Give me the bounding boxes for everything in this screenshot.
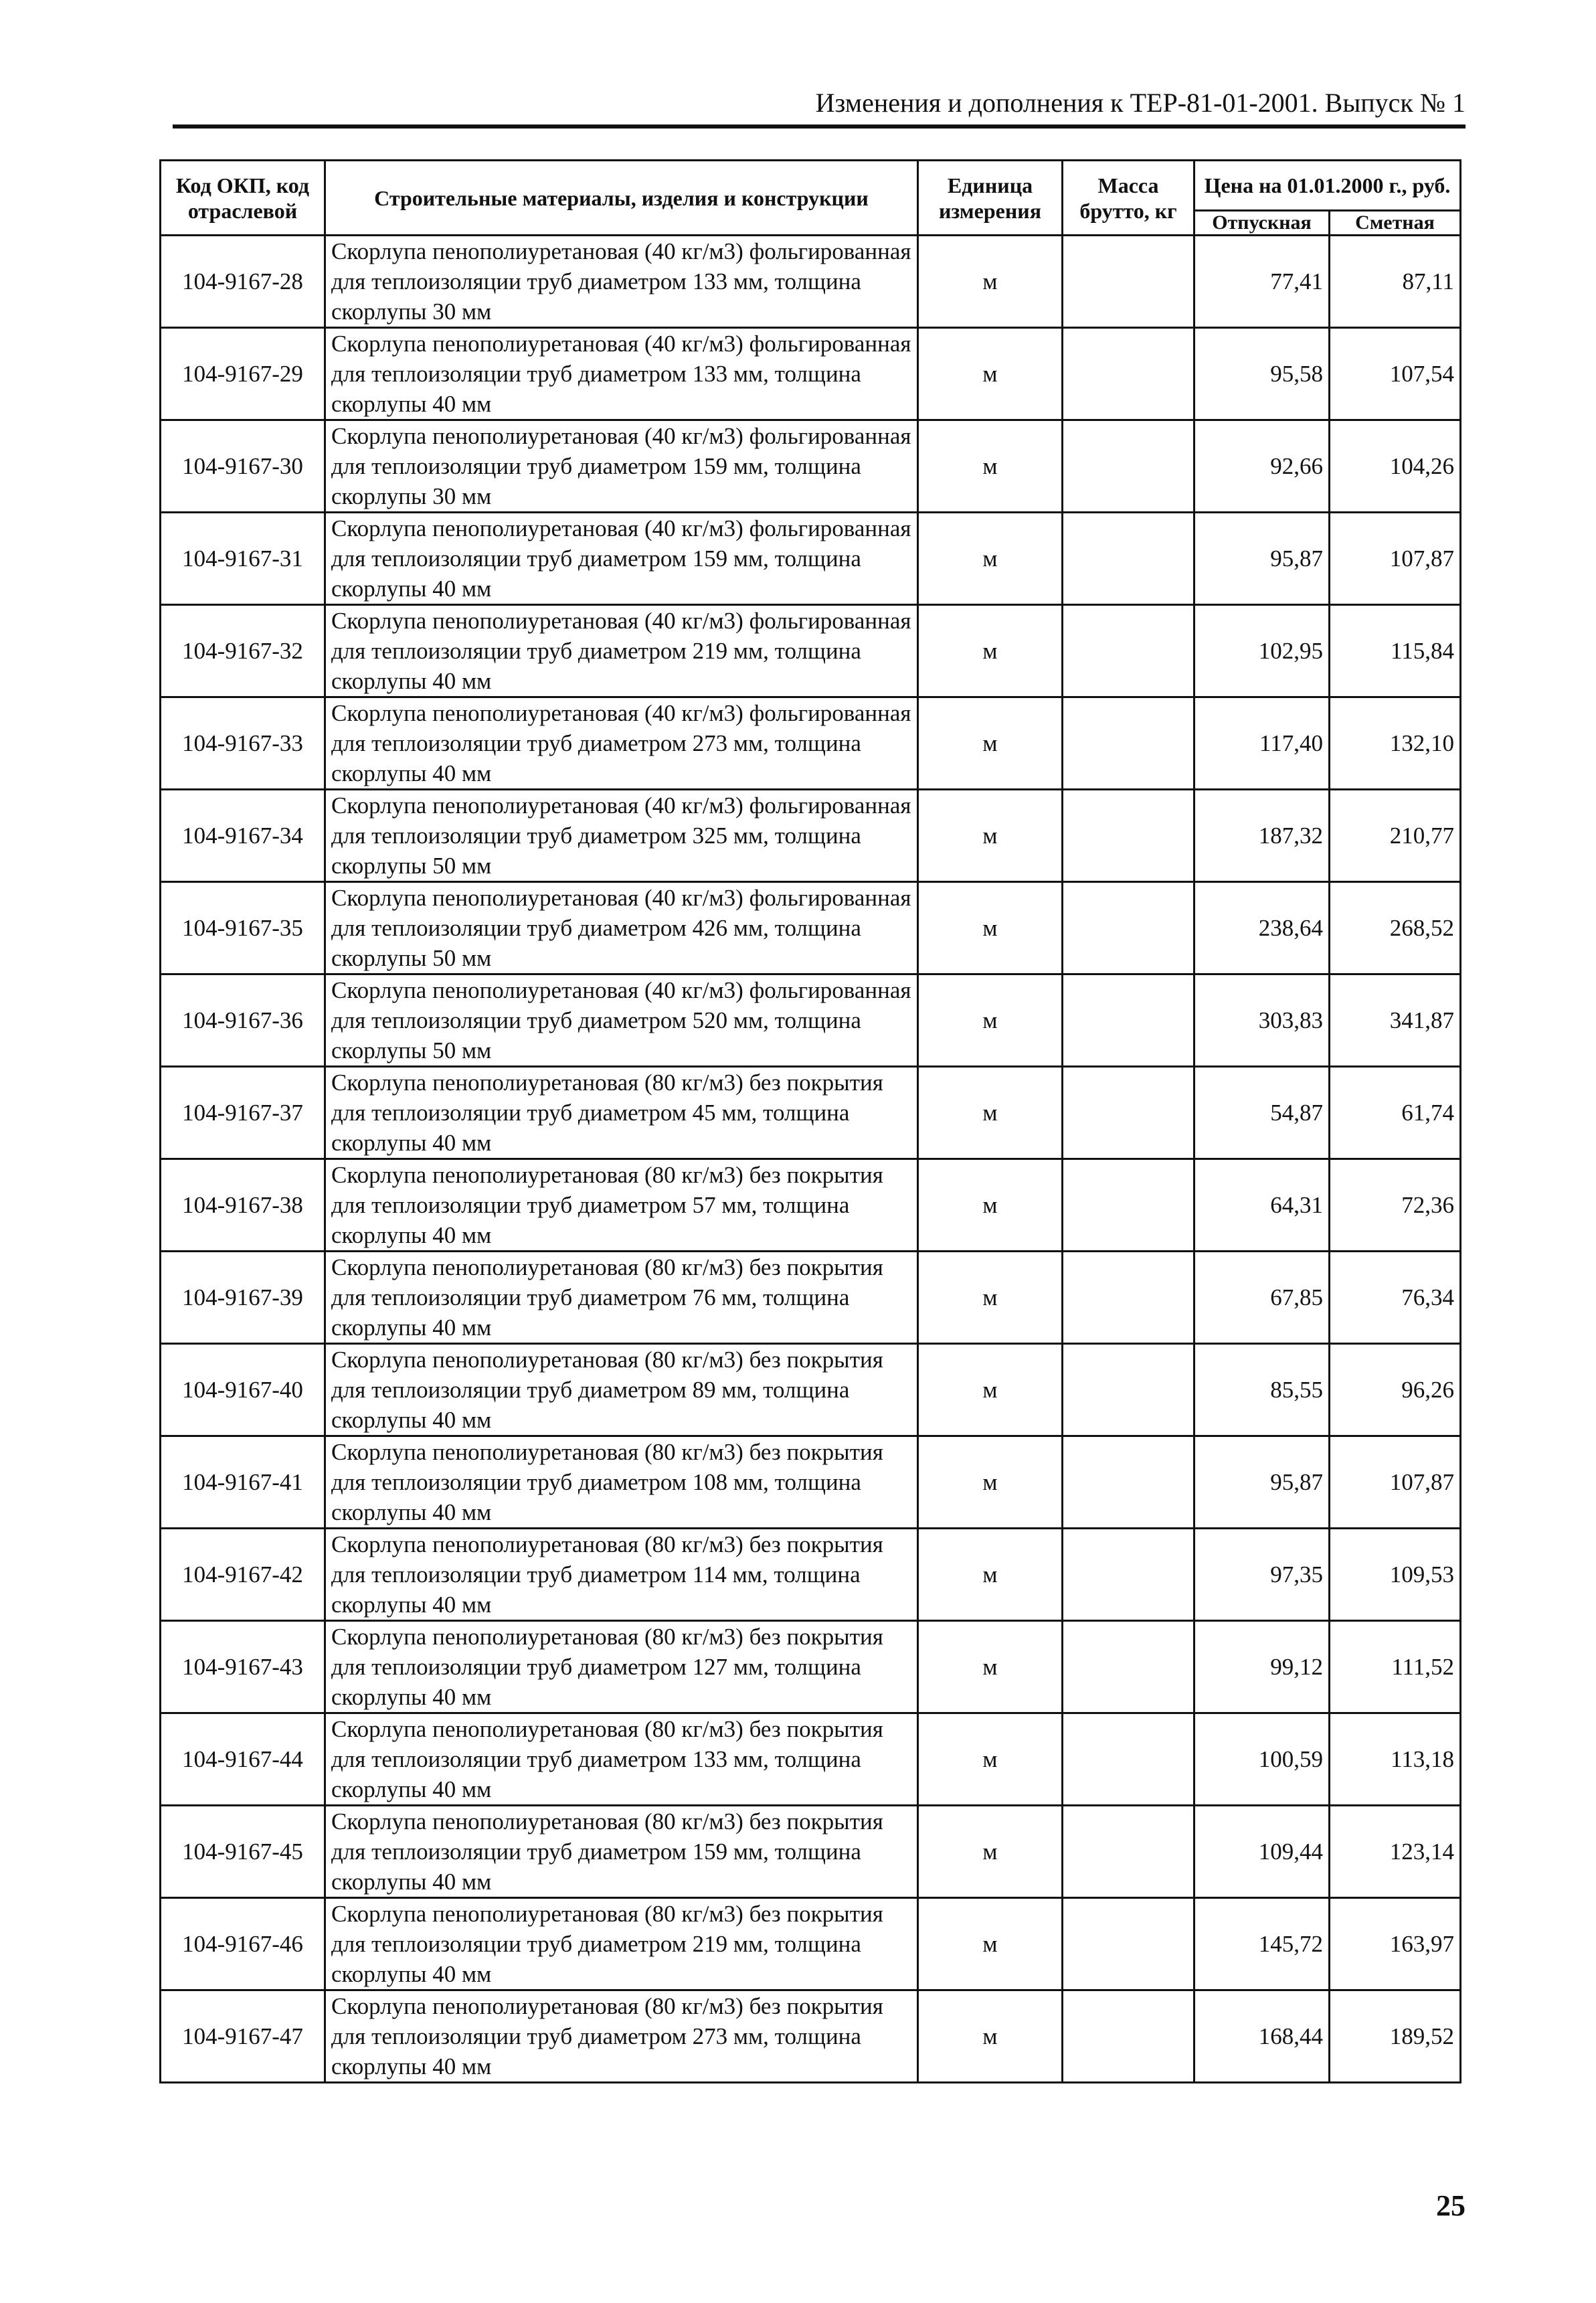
table-row	[161, 974, 1461, 1067]
cell-unit: м	[918, 1529, 1063, 1621]
cell-price-estimate: 132,10	[1330, 697, 1461, 790]
col-header-price-group: Цена на 01.01.2000 г., руб.	[1194, 161, 1461, 211]
cell-name: Скорлупа пенополиуретановая (40 кг/м3) фольгированная для теплоизоляции труб диаметром 520 мм, толщина скорлупы 50 мм	[325, 974, 918, 1067]
cell-price-release: 99,12	[1194, 1621, 1330, 1713]
cell-unit: м	[918, 1898, 1063, 1990]
col-header-name: Строительные материалы, изделия и конструкции	[325, 161, 918, 236]
cell-price-estimate: 111,52	[1330, 1621, 1461, 1713]
cell-mass	[1063, 1806, 1194, 1898]
cell-mass	[1063, 328, 1194, 420]
cell-price-release: 77,41	[1194, 236, 1330, 328]
cell-price-estimate: 109,53	[1330, 1529, 1461, 1621]
cell-code: 104-9167-29	[161, 328, 325, 420]
cell-name: Скорлупа пенополиуретановая (40 кг/м3) фольгированная для теплоизоляции труб диаметром 325 мм, толщина скорлупы 50 мм	[325, 790, 918, 882]
cell-unit: м	[918, 974, 1063, 1067]
cell-unit: м	[918, 1067, 1063, 1159]
cell-mass	[1063, 420, 1194, 513]
cell-name: Скорлупа пенополиуретановая (40 кг/м3) фольгированная для теплоизоляции труб диаметром 159 мм, толщина скорлупы 40 мм	[325, 513, 918, 605]
cell-name: Скорлупа пенополиуретановая (80 кг/м3) без покрытия для теплоизоляции труб диаметром 114 мм, толщина скорлупы 40 мм	[325, 1529, 918, 1621]
cell-mass	[1063, 236, 1194, 328]
cell-mass	[1063, 1159, 1194, 1252]
page-number: 25	[1436, 2189, 1466, 2222]
cell-price-release: 64,31	[1194, 1159, 1330, 1252]
cell-code: 104-9167-36	[161, 974, 325, 1067]
table-row	[161, 1529, 1461, 1621]
cell-mass	[1063, 790, 1194, 882]
cell-name: Скорлупа пенополиуретановая (80 кг/м3) без покрытия для теплоизоляции труб диаметром 108 мм, толщина скорлупы 40 мм	[325, 1436, 918, 1529]
cell-unit: м	[918, 1621, 1063, 1713]
table-row	[161, 1067, 1461, 1159]
cell-price-release: 67,85	[1194, 1252, 1330, 1344]
cell-mass	[1063, 697, 1194, 790]
table-row	[161, 513, 1461, 605]
table-row	[161, 1344, 1461, 1436]
cell-price-estimate: 268,52	[1330, 882, 1461, 974]
col-header-unit: Единица измерения	[918, 161, 1063, 236]
cell-mass	[1063, 1067, 1194, 1159]
cell-mass	[1063, 1990, 1194, 2083]
cell-unit: м	[918, 1252, 1063, 1344]
cell-mass	[1063, 513, 1194, 605]
cell-mass	[1063, 1713, 1194, 1806]
cell-price-estimate: 123,14	[1330, 1806, 1461, 1898]
cell-price-estimate: 76,34	[1330, 1252, 1461, 1344]
cell-unit: м	[918, 236, 1063, 328]
cell-unit: м	[918, 1344, 1063, 1436]
table-row	[161, 697, 1461, 790]
cell-price-estimate: 96,26	[1330, 1344, 1461, 1436]
cell-price-release: 100,59	[1194, 1713, 1330, 1806]
cell-unit: м	[918, 1436, 1063, 1529]
table-row	[161, 1621, 1461, 1713]
cell-code: 104-9167-35	[161, 882, 325, 974]
cell-code: 104-9167-32	[161, 605, 325, 697]
cell-price-release: 92,66	[1194, 420, 1330, 513]
cell-price-estimate: 72,36	[1330, 1159, 1461, 1252]
materials-table	[159, 159, 1461, 2083]
table-row	[161, 420, 1461, 513]
cell-name: Скорлупа пенополиуретановая (80 кг/м3) без покрытия для теплоизоляции труб диаметром 57 мм, толщина скорлупы 40 мм	[325, 1159, 918, 1252]
cell-price-estimate: 113,18	[1330, 1713, 1461, 1806]
cell-price-release: 109,44	[1194, 1806, 1330, 1898]
cell-mass	[1063, 1898, 1194, 1990]
cell-price-release: 97,35	[1194, 1529, 1330, 1621]
cell-name: Скорлупа пенополиуретановая (80 кг/м3) без покрытия для теплоизоляции труб диаметром 127 мм, толщина скорлупы 40 мм	[325, 1621, 918, 1713]
cell-code: 104-9167-45	[161, 1806, 325, 1898]
cell-name: Скорлупа пенополиуретановая (40 кг/м3) фольгированная для теплоизоляции труб диаметром 273 мм, толщина скорлупы 40 мм	[325, 697, 918, 790]
cell-code: 104-9167-38	[161, 1159, 325, 1252]
cell-mass	[1063, 1436, 1194, 1529]
cell-unit: м	[918, 420, 1063, 513]
cell-price-estimate: 189,52	[1330, 1990, 1461, 2083]
cell-mass	[1063, 1252, 1194, 1344]
cell-price-estimate: 107,87	[1330, 1436, 1461, 1529]
cell-name: Скорлупа пенополиуретановая (40 кг/м3) фольгированная для теплоизоляции труб диаметром 219 мм, толщина скорлупы 40 мм	[325, 605, 918, 697]
cell-unit: м	[918, 1990, 1063, 2083]
cell-price-estimate: 115,84	[1330, 605, 1461, 697]
cell-price-release: 85,55	[1194, 1344, 1330, 1436]
table-row	[161, 882, 1461, 974]
cell-price-estimate: 341,87	[1330, 974, 1461, 1067]
cell-name: Скорлупа пенополиуретановая (80 кг/м3) без покрытия для теплоизоляции труб диаметром 219 мм, толщина скорлупы 40 мм	[325, 1898, 918, 1990]
cell-price-estimate: 104,26	[1330, 420, 1461, 513]
cell-mass	[1063, 974, 1194, 1067]
cell-code: 104-9167-42	[161, 1529, 325, 1621]
col-header-mass: Масса брутто, кг	[1063, 161, 1194, 236]
cell-mass	[1063, 1621, 1194, 1713]
cell-code: 104-9167-34	[161, 790, 325, 882]
cell-name: Скорлупа пенополиуретановая (80 кг/м3) без покрытия для теплоизоляции труб диаметром 159 мм, толщина скорлупы 40 мм	[325, 1806, 918, 1898]
cell-name: Скорлупа пенополиуретановая (80 кг/м3) без покрытия для теплоизоляции труб диаметром 76 мм, толщина скорлупы 40 мм	[325, 1252, 918, 1344]
cell-price-estimate: 107,54	[1330, 328, 1461, 420]
cell-price-estimate: 61,74	[1330, 1067, 1461, 1159]
cell-price-estimate: 107,87	[1330, 513, 1461, 605]
table-row	[161, 1990, 1461, 2083]
col-header-code: Код ОКП, код отраслевой	[161, 161, 325, 236]
cell-price-estimate: 210,77	[1330, 790, 1461, 882]
cell-mass	[1063, 1344, 1194, 1436]
table-body	[161, 236, 1461, 2083]
cell-code: 104-9167-33	[161, 697, 325, 790]
table-row	[161, 1436, 1461, 1529]
cell-code: 104-9167-40	[161, 1344, 325, 1436]
cell-unit: м	[918, 1159, 1063, 1252]
cell-code: 104-9167-28	[161, 236, 325, 328]
cell-mass	[1063, 605, 1194, 697]
cell-mass	[1063, 1529, 1194, 1621]
cell-unit: м	[918, 1713, 1063, 1806]
cell-code: 104-9167-44	[161, 1713, 325, 1806]
cell-unit: м	[918, 697, 1063, 790]
table-row	[161, 1806, 1461, 1898]
cell-unit: м	[918, 513, 1063, 605]
cell-name: Скорлупа пенополиуретановая (40 кг/м3) фольгированная для теплоизоляции труб диаметром 133 мм, толщина скорлупы 40 мм	[325, 328, 918, 420]
cell-unit: м	[918, 605, 1063, 697]
cell-price-release: 54,87	[1194, 1067, 1330, 1159]
cell-unit: м	[918, 328, 1063, 420]
col-header-price-estimate: Сметная	[1330, 211, 1461, 236]
col-header-price-release: Отпускная	[1194, 211, 1330, 236]
document-header: Изменения и дополнения к ТЕР-81-01-2001. Выпуск № 1	[815, 88, 1466, 118]
cell-price-release: 145,72	[1194, 1898, 1330, 1990]
cell-price-release: 303,83	[1194, 974, 1330, 1067]
header-rule	[173, 124, 1466, 129]
cell-name: Скорлупа пенополиуретановая (40 кг/м3) фольгированная для теплоизоляции труб диаметром 133 мм, толщина скорлупы 30 мм	[325, 236, 918, 328]
cell-price-release: 187,32	[1194, 790, 1330, 882]
cell-price-release: 238,64	[1194, 882, 1330, 974]
table-row	[161, 1713, 1461, 1806]
cell-code: 104-9167-46	[161, 1898, 325, 1990]
table-row	[161, 328, 1461, 420]
cell-price-release: 95,87	[1194, 513, 1330, 605]
cell-code: 104-9167-47	[161, 1990, 325, 2083]
cell-price-release: 117,40	[1194, 697, 1330, 790]
header-row	[161, 161, 1461, 211]
table-row	[161, 1898, 1461, 1990]
table-row	[161, 1159, 1461, 1252]
cell-code: 104-9167-43	[161, 1621, 325, 1713]
cell-code: 104-9167-39	[161, 1252, 325, 1344]
cell-unit: м	[918, 882, 1063, 974]
cell-name: Скорлупа пенополиуретановая (40 кг/м3) фольгированная для теплоизоляции труб диаметром 426 мм, толщина скорлупы 50 мм	[325, 882, 918, 974]
cell-name: Скорлупа пенополиуретановая (80 кг/м3) без покрытия для теплоизоляции труб диаметром 45 мм, толщина скорлупы 40 мм	[325, 1067, 918, 1159]
cell-name: Скорлупа пенополиуретановая (80 кг/м3) без покрытия для теплоизоляции труб диаметром 273 мм, толщина скорлупы 40 мм	[325, 1990, 918, 2083]
cell-code: 104-9167-31	[161, 513, 325, 605]
cell-price-estimate: 163,97	[1330, 1898, 1461, 1990]
cell-unit: м	[918, 1806, 1063, 1898]
cell-price-release: 95,87	[1194, 1436, 1330, 1529]
cell-name: Скорлупа пенополиуретановая (80 кг/м3) без покрытия для теплоизоляции труб диаметром 133 мм, толщина скорлупы 40 мм	[325, 1713, 918, 1806]
table-row	[161, 790, 1461, 882]
cell-mass	[1063, 882, 1194, 974]
table-row	[161, 605, 1461, 697]
cell-price-release: 168,44	[1194, 1990, 1330, 2083]
cell-name: Скорлупа пенополиуретановая (40 кг/м3) фольгированная для теплоизоляции труб диаметром 159 мм, толщина скорлупы 30 мм	[325, 420, 918, 513]
cell-unit: м	[918, 790, 1063, 882]
cell-code: 104-9167-30	[161, 420, 325, 513]
cell-code: 104-9167-37	[161, 1067, 325, 1159]
cell-price-estimate: 87,11	[1330, 236, 1461, 328]
cell-code: 104-9167-41	[161, 1436, 325, 1529]
table-row	[161, 1252, 1461, 1344]
cell-price-release: 95,58	[1194, 328, 1330, 420]
table-row	[161, 236, 1461, 328]
cell-price-release: 102,95	[1194, 605, 1330, 697]
cell-name: Скорлупа пенополиуретановая (80 кг/м3) без покрытия для теплоизоляции труб диаметром 89 мм, толщина скорлупы 40 мм	[325, 1344, 918, 1436]
